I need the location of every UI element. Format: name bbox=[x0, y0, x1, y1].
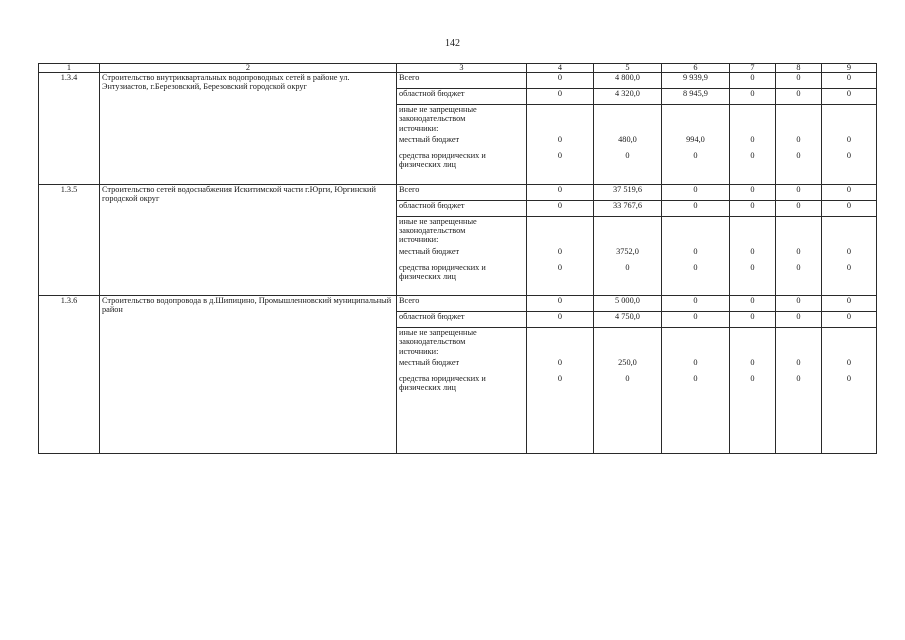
value-cell-group bbox=[822, 216, 877, 296]
value-cell: 0 bbox=[822, 200, 877, 216]
item-code: 1.3.5 bbox=[39, 184, 100, 296]
value-cell: 0 bbox=[730, 89, 776, 105]
other-sources-label: источники: bbox=[399, 123, 439, 133]
value-cell: 0 bbox=[527, 89, 594, 105]
source-label: Всего bbox=[397, 184, 527, 200]
value-cell-group bbox=[776, 216, 822, 296]
local-budget-value: 0 bbox=[796, 358, 801, 368]
local-budget-value: 0 bbox=[557, 246, 563, 256]
other-sources-label: иные не запрещенные bbox=[399, 216, 477, 226]
page-number: 142 bbox=[445, 38, 460, 49]
local-budget-value: 0 bbox=[846, 246, 852, 256]
other-sources-label: законодательством bbox=[399, 225, 466, 235]
header-row bbox=[39, 64, 877, 73]
value-cell: 0 bbox=[822, 73, 877, 89]
value-cell-group bbox=[822, 105, 877, 185]
item-title: Строительство внутриквартальных водопроводных сетей в районе ул. Энтузиастов, г.Березовский, Березовский городской округ bbox=[100, 73, 397, 185]
item-title: Строительство сетей водоснабжения Искитимской части г.Юрги, Юргинский городской округ bbox=[100, 184, 397, 296]
item-title: Строительство водопровода в д.Шипицино, Промышленновский муниципальный район bbox=[100, 296, 397, 454]
other-sources-label: источники: bbox=[399, 235, 439, 245]
local-budget-value: 0 bbox=[796, 135, 801, 144]
column-header: 8 bbox=[776, 64, 822, 73]
value-cell: 0 bbox=[730, 200, 776, 216]
value-cell: 0 bbox=[662, 184, 730, 200]
value-cell: 0 bbox=[776, 184, 822, 200]
legal-entities-value: 0 bbox=[557, 262, 563, 272]
value-cell: 0 bbox=[527, 296, 594, 312]
column-header: 5 bbox=[594, 64, 662, 73]
legal-entities-value: 0 bbox=[693, 374, 698, 384]
table-row bbox=[39, 296, 877, 312]
legal-entities-label: средства юридических и bbox=[399, 374, 486, 384]
value-cell: 0 bbox=[776, 89, 822, 105]
value-cell-group bbox=[662, 216, 730, 296]
column-header: 2 bbox=[100, 64, 397, 73]
legal-entities-value: 0 bbox=[625, 374, 630, 384]
value-cell-group bbox=[662, 105, 730, 185]
legal-entities-value: 0 bbox=[846, 374, 852, 384]
local-budget-label: местный бюджет bbox=[399, 135, 460, 144]
local-budget-label: местный бюджет bbox=[399, 358, 460, 368]
value-cell-group bbox=[776, 105, 822, 185]
local-budget-value: 250,0 bbox=[618, 358, 637, 368]
value-cell-group bbox=[776, 328, 822, 454]
value-cell: 0 bbox=[527, 184, 594, 200]
local-budget-value: 0 bbox=[693, 358, 698, 368]
legal-entities-value: 0 bbox=[693, 262, 698, 272]
legal-entities-value: 0 bbox=[846, 151, 852, 160]
item-code: 1.3.6 bbox=[39, 296, 100, 454]
column-header: 4 bbox=[527, 64, 594, 73]
legal-entities-value: 0 bbox=[557, 151, 563, 160]
other-sources-label: законодательством bbox=[399, 114, 466, 124]
value-cell: 0 bbox=[776, 296, 822, 312]
funding-table bbox=[38, 63, 877, 454]
value-cell: 0 bbox=[776, 312, 822, 328]
legal-entities-value: 0 bbox=[693, 151, 698, 160]
value-cell: 0 bbox=[822, 184, 877, 200]
value-cell: 0 bbox=[527, 312, 594, 328]
source-label: областной бюджет bbox=[397, 312, 527, 328]
value-cell: 0 bbox=[662, 296, 730, 312]
other-sources-label: законодательством bbox=[399, 337, 466, 347]
legal-entities-value: 0 bbox=[625, 262, 630, 272]
local-budget-value: 3752,0 bbox=[616, 246, 639, 256]
value-cell-group bbox=[527, 328, 594, 454]
value-cell: 0 bbox=[730, 73, 776, 89]
source-label: Всего bbox=[397, 296, 527, 312]
local-budget-value: 0 bbox=[750, 135, 755, 144]
value-cell: 0 bbox=[662, 312, 730, 328]
value-cell: 0 bbox=[730, 296, 776, 312]
column-header: 3 bbox=[397, 64, 527, 73]
legal-entities-value: 0 bbox=[796, 151, 801, 160]
legal-entities-value: 0 bbox=[750, 262, 755, 272]
item-code: 1.3.4 bbox=[39, 73, 100, 185]
local-budget-value: 0 bbox=[750, 246, 755, 256]
value-cell: 0 bbox=[662, 200, 730, 216]
table-row bbox=[39, 73, 877, 89]
legal-entities-label: средства юридических и bbox=[399, 151, 486, 160]
local-budget-value: 480,0 bbox=[618, 135, 637, 144]
source-label-group bbox=[397, 328, 527, 454]
column-header: 1 bbox=[39, 64, 100, 73]
local-budget-label: местный бюджет bbox=[399, 246, 460, 256]
legal-entities-value: 0 bbox=[846, 262, 852, 272]
other-sources-label: источники: bbox=[399, 346, 439, 356]
source-label: областной бюджет bbox=[397, 89, 527, 105]
value-cell: 8 945,9 bbox=[662, 89, 730, 105]
value-cell-group bbox=[594, 216, 662, 296]
value-cell-group bbox=[594, 328, 662, 454]
other-sources-label: иные не запрещенные bbox=[399, 105, 477, 114]
column-header: 6 bbox=[662, 64, 730, 73]
value-cell: 0 bbox=[822, 312, 877, 328]
value-cell-group bbox=[527, 216, 594, 296]
local-budget-value: 0 bbox=[557, 135, 563, 144]
legal-entities-label: физических лиц bbox=[399, 383, 456, 393]
value-cell: 37 519,6 bbox=[594, 184, 662, 200]
local-budget-value: 0 bbox=[693, 246, 698, 256]
value-cell: 0 bbox=[730, 312, 776, 328]
value-cell: 0 bbox=[822, 89, 877, 105]
local-budget-value: 0 bbox=[846, 358, 852, 368]
legal-entities-value: 0 bbox=[750, 374, 755, 384]
table-row bbox=[39, 184, 877, 200]
legal-entities-value: 0 bbox=[796, 262, 801, 272]
value-cell: 33 767,6 bbox=[594, 200, 662, 216]
value-cell: 0 bbox=[527, 200, 594, 216]
local-budget-value: 0 bbox=[796, 246, 801, 256]
value-cell: 5 000,0 bbox=[594, 296, 662, 312]
legal-entities-value: 0 bbox=[796, 374, 801, 384]
value-cell: 4 320,0 bbox=[594, 89, 662, 105]
legal-entities-value: 0 bbox=[625, 151, 630, 160]
other-sources-label: иные не запрещенные bbox=[399, 328, 477, 338]
value-cell: 0 bbox=[776, 200, 822, 216]
source-label: Всего bbox=[397, 73, 527, 89]
source-label-group bbox=[397, 216, 527, 296]
value-cell-group bbox=[730, 216, 776, 296]
local-budget-value: 0 bbox=[750, 358, 755, 368]
legal-entities-label: средства юридических и bbox=[399, 262, 486, 272]
value-cell-group bbox=[662, 328, 730, 454]
local-budget-value: 0 bbox=[557, 358, 563, 368]
legal-entities-label: физических лиц bbox=[399, 160, 456, 170]
legal-entities-label: физических лиц bbox=[399, 271, 456, 281]
value-cell: 0 bbox=[822, 296, 877, 312]
source-label: областной бюджет bbox=[397, 200, 527, 216]
local-budget-value: 994,0 bbox=[686, 135, 705, 144]
value-cell-group bbox=[730, 105, 776, 185]
value-cell: 0 bbox=[527, 73, 594, 89]
value-cell: 9 939,9 bbox=[662, 73, 730, 89]
value-cell: 4 800,0 bbox=[594, 73, 662, 89]
source-label-group bbox=[397, 105, 527, 185]
value-cell: 0 bbox=[776, 73, 822, 89]
column-header: 9 bbox=[822, 64, 877, 73]
value-cell: 0 bbox=[730, 184, 776, 200]
value-cell-group bbox=[822, 328, 877, 454]
legal-entities-value: 0 bbox=[557, 374, 563, 384]
legal-entities-value: 0 bbox=[750, 151, 755, 160]
value-cell-group bbox=[594, 105, 662, 185]
value-cell-group bbox=[730, 328, 776, 454]
column-header: 7 bbox=[730, 64, 776, 73]
value-cell-group bbox=[527, 105, 594, 185]
value-cell: 4 750,0 bbox=[594, 312, 662, 328]
local-budget-value: 0 bbox=[846, 135, 852, 144]
